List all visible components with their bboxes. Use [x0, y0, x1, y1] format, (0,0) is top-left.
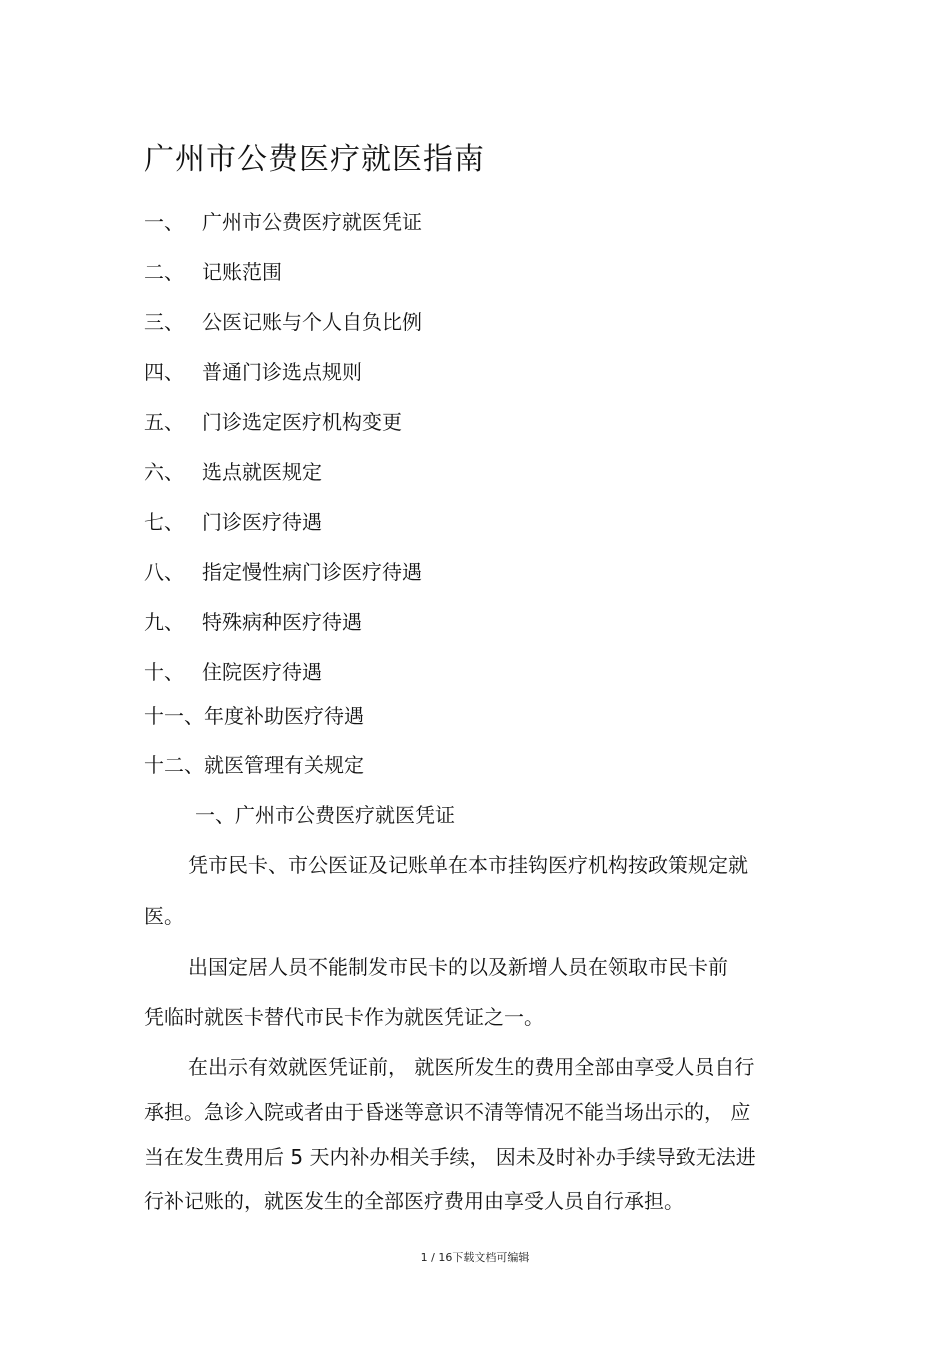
- toc-item-label: 选点就医规定: [202, 460, 322, 484]
- toc-item-label: 指定慢性病门诊医疗待遇: [202, 560, 422, 584]
- toc-item-number: 二、: [144, 260, 184, 284]
- page-footer: 1 / 16下载文档可编辑: [420, 1251, 530, 1264]
- toc-item-label: 广州市公费医疗就医凭证: [202, 210, 422, 234]
- paragraph-line: 承担。急诊入院或者由于昏迷等意识不清等情况不能当场出示的， 应: [144, 1100, 751, 1124]
- toc-item: [144, 701, 364, 731]
- toc-item: [144, 257, 282, 287]
- toc-item-number: 九、: [144, 610, 184, 634]
- paragraph-line: 当在发生费用后 5 天内补办相关手续， 因未及时补办手续导致无法进: [144, 1145, 756, 1169]
- toc-item-label: 门诊医疗待遇: [202, 510, 322, 534]
- toc-item-label: 记账范围: [202, 260, 282, 284]
- toc-item-number: 八、: [144, 560, 184, 584]
- section-heading: 一、广州市公费医疗就医凭证: [195, 803, 455, 827]
- toc-item-number: 六、: [144, 460, 184, 484]
- toc-item-number: 十二、: [144, 753, 204, 777]
- toc-item: [144, 607, 362, 637]
- toc-item-label: 普通门诊选点规则: [202, 360, 362, 384]
- toc-item-label: 特殊病种医疗待遇: [202, 610, 362, 634]
- toc-item: [144, 507, 322, 537]
- toc-item: [144, 357, 362, 387]
- toc-item-number: 七、: [144, 510, 184, 534]
- toc-item-number: 十、: [144, 660, 184, 684]
- toc-item-number: 四、: [144, 360, 184, 384]
- toc-item-number: 三、: [144, 310, 184, 334]
- paragraph-line: 行补记账的，就医发生的全部医疗费用由享受人员自行承担。: [144, 1189, 684, 1213]
- paragraph-line: 出国定居人员不能制发市民卡的以及新增人员在领取市民卡前: [188, 955, 728, 979]
- toc-item: [144, 207, 422, 237]
- toc-item-label: 就医管理有关规定: [204, 753, 364, 777]
- toc-item-label: 住院医疗待遇: [202, 660, 322, 684]
- toc-item: [144, 407, 402, 437]
- toc-item-label: 年度补助医疗待遇: [204, 704, 364, 728]
- paragraph-line: 凭市民卡、市公医证及记账单在本市挂钩医疗机构按政策规定就: [188, 853, 748, 877]
- toc-item-number: 五、: [144, 410, 184, 434]
- paragraph-line: 在出示有效就医凭证前， 就医所发生的费用全部由享受人员自行: [188, 1055, 755, 1079]
- document-title: 广州市公费医疗就医指南: [144, 142, 485, 177]
- toc-item-number: 一、: [144, 210, 184, 234]
- toc-item-label: 门诊选定医疗机构变更: [202, 410, 402, 434]
- toc-item: [144, 750, 364, 780]
- toc-item: [144, 657, 322, 687]
- toc-item-number: 十一、: [144, 704, 204, 728]
- paragraph-line: 医。: [144, 904, 184, 928]
- toc-item: [144, 307, 422, 337]
- toc-item: [144, 557, 422, 587]
- toc-item-label: 公医记账与个人自负比例: [202, 310, 422, 334]
- paragraph-line: 凭临时就医卡替代市民卡作为就医凭证之一。: [144, 1005, 544, 1029]
- toc-item: [144, 457, 322, 487]
